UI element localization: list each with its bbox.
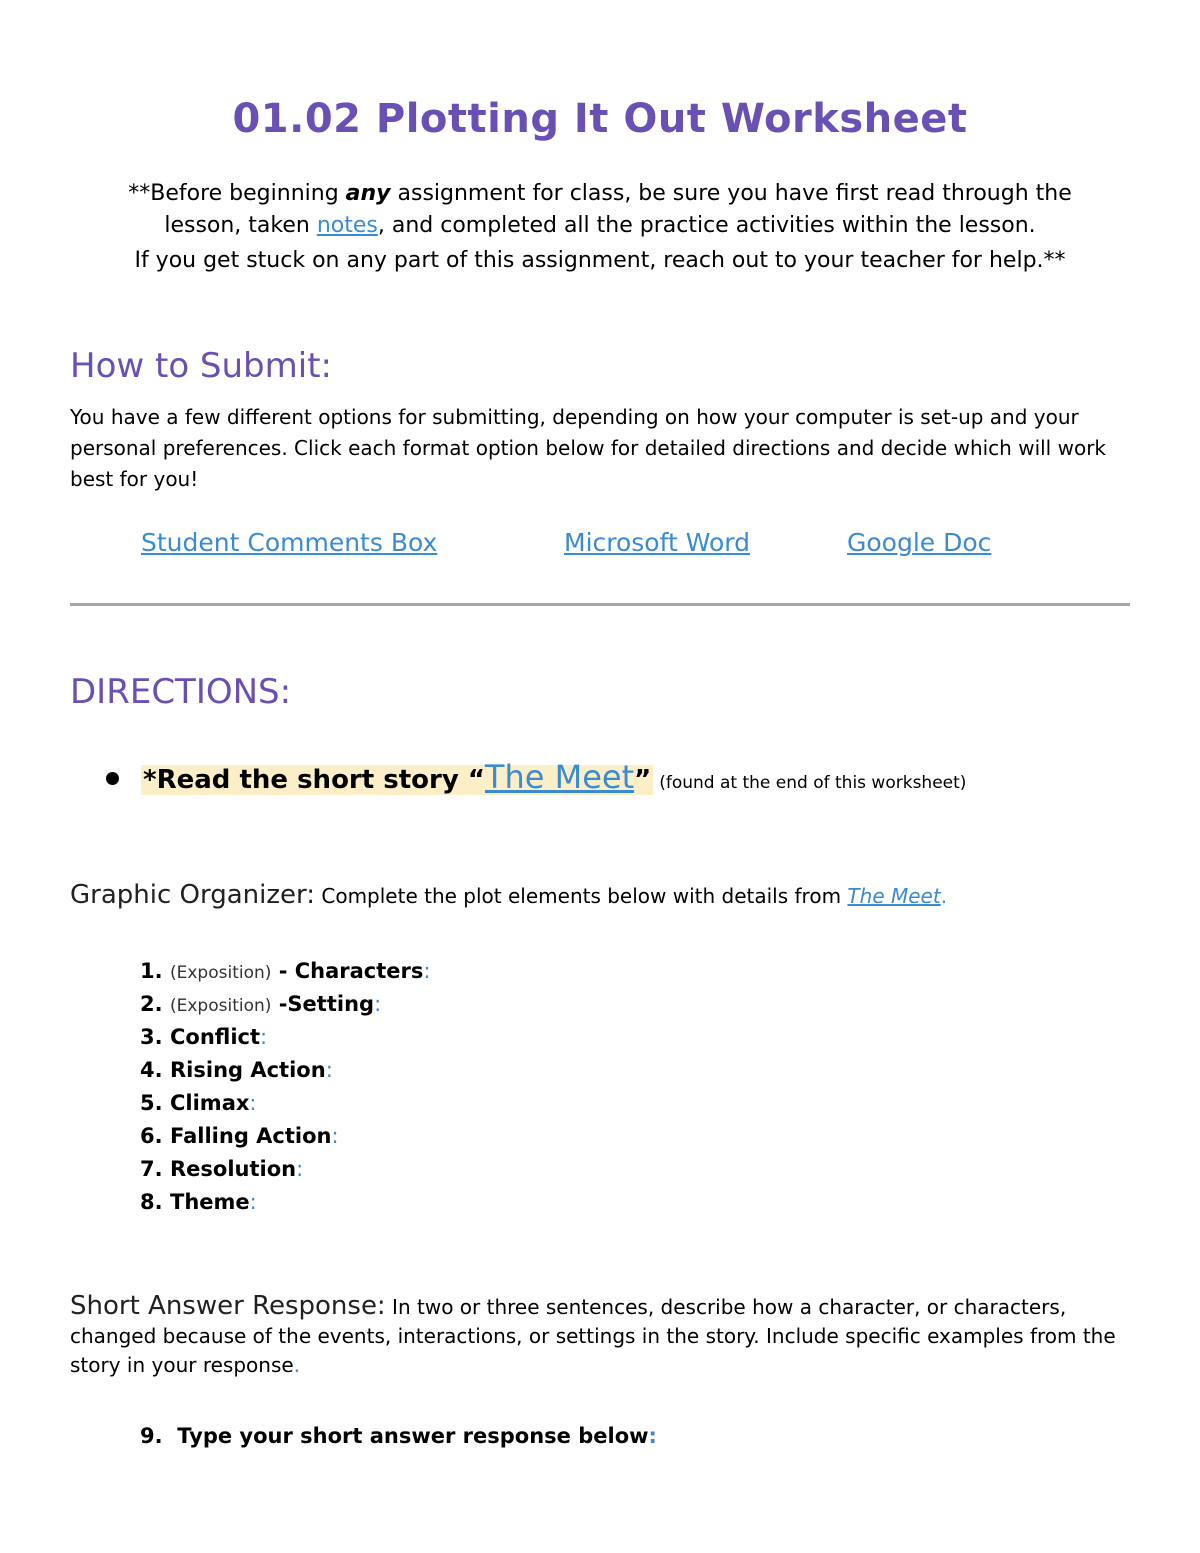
read-story-text: *Read the short story “ [143,765,485,795]
item-colon: : [325,1058,333,1082]
item-label: -Setting [271,992,375,1016]
item-colon: : [296,1157,304,1181]
page-title: 01.02 Plotting It Out Worksheet [232,96,968,142]
item-label: Theme [170,1190,250,1214]
plot-elements-list [140,955,430,1219]
item-number: 5. [140,1091,163,1115]
microsoft-word-link[interactable]: Microsoft Word [564,528,750,557]
how-to-submit-heading: How to Submit: [70,346,332,386]
item-colon: : [648,1424,657,1448]
short-answer-text: In two or three sentences, describe how a character, or characters, changed because of the events, interactions, or settings in the story. Include specific examples from the story in your response [70,1295,1116,1377]
close-quote: ” [634,765,652,795]
item-colon: : [249,1190,257,1214]
graphic-organizer-label: Graphic Organizer: [70,880,316,910]
read-story-instruction [141,758,653,796]
read-story-bullet [106,758,966,796]
item-number: 3. [140,1025,163,1049]
item-colon: : [331,1124,339,1148]
the-meet-link[interactable]: The Meet [847,884,941,908]
directions-heading: DIRECTIONS: [70,672,292,712]
notes-link[interactable]: notes [316,213,378,238]
story-location-note: (found at the end of this worksheet) [659,773,967,793]
intro-text: **Before beginning [128,181,346,206]
item-number: 6. [140,1124,163,1148]
list-item [140,1021,430,1054]
short-answer-block [70,1292,1145,1380]
list-item [140,1120,430,1153]
item-colon: : [260,1025,268,1049]
item-prefix: (Exposition) [170,963,272,983]
the-meet-story-link[interactable]: The Meet [484,758,635,796]
item-number: 9. [140,1424,163,1448]
item-number: 2. [140,992,163,1016]
item-colon: : [249,1091,257,1115]
item-number: 8. [140,1190,163,1214]
graphic-organizer-text: Complete the plot elements below with details from [315,884,848,908]
list-item [140,955,430,988]
list-item [140,1054,430,1087]
item-prefix: (Exposition) [170,996,272,1016]
bullet-dot-icon [106,772,119,785]
item-number: 7. [140,1157,163,1181]
list-item [140,1087,430,1120]
item-label: Conflict [170,1025,261,1049]
intro-emphasis: any [345,181,391,206]
item-number: 4. [140,1058,163,1082]
item-label: Rising Action [170,1058,326,1082]
graphic-organizer-intro [70,880,947,910]
list-item [140,1186,430,1219]
submit-instructions: You have a few different options for submitting, depending on how your computer is set-up and your personal preferences. Click each format option below for detailed directions and decide which will work best for you! [70,405,1106,491]
period: . [293,1353,301,1377]
period: . [940,884,948,908]
intro-line-2 [60,210,1140,242]
intro-line-3: If you get stuck on any part of this assignment, reach out to your teacher for help.** [134,248,1066,273]
intro-text: lesson, taken [164,213,317,238]
intro-line-1 [60,178,1140,210]
item-number: 1. [140,959,163,983]
section-divider [70,603,1130,606]
item-label: Resolution [170,1157,297,1181]
list-item [140,988,430,1021]
item-colon: : [423,959,431,983]
google-doc-link[interactable]: Google Doc [847,528,992,557]
intro-text: assignment for class, be sure you have first read through the [390,181,1072,206]
item-label: - Characters [271,959,424,983]
prompt-text: Type your short answer response below [170,1424,649,1448]
intro-text: , and completed all the practice activities within the lesson. [377,213,1036,238]
item-colon: : [374,992,382,1016]
item-label: Climax [170,1091,250,1115]
short-answer-label: Short Answer Response: [70,1291,386,1321]
list-item [140,1153,430,1186]
item-label: Falling Action [170,1124,332,1148]
short-answer-prompt [140,1424,657,1448]
student-comments-box-link[interactable]: Student Comments Box [141,528,438,557]
